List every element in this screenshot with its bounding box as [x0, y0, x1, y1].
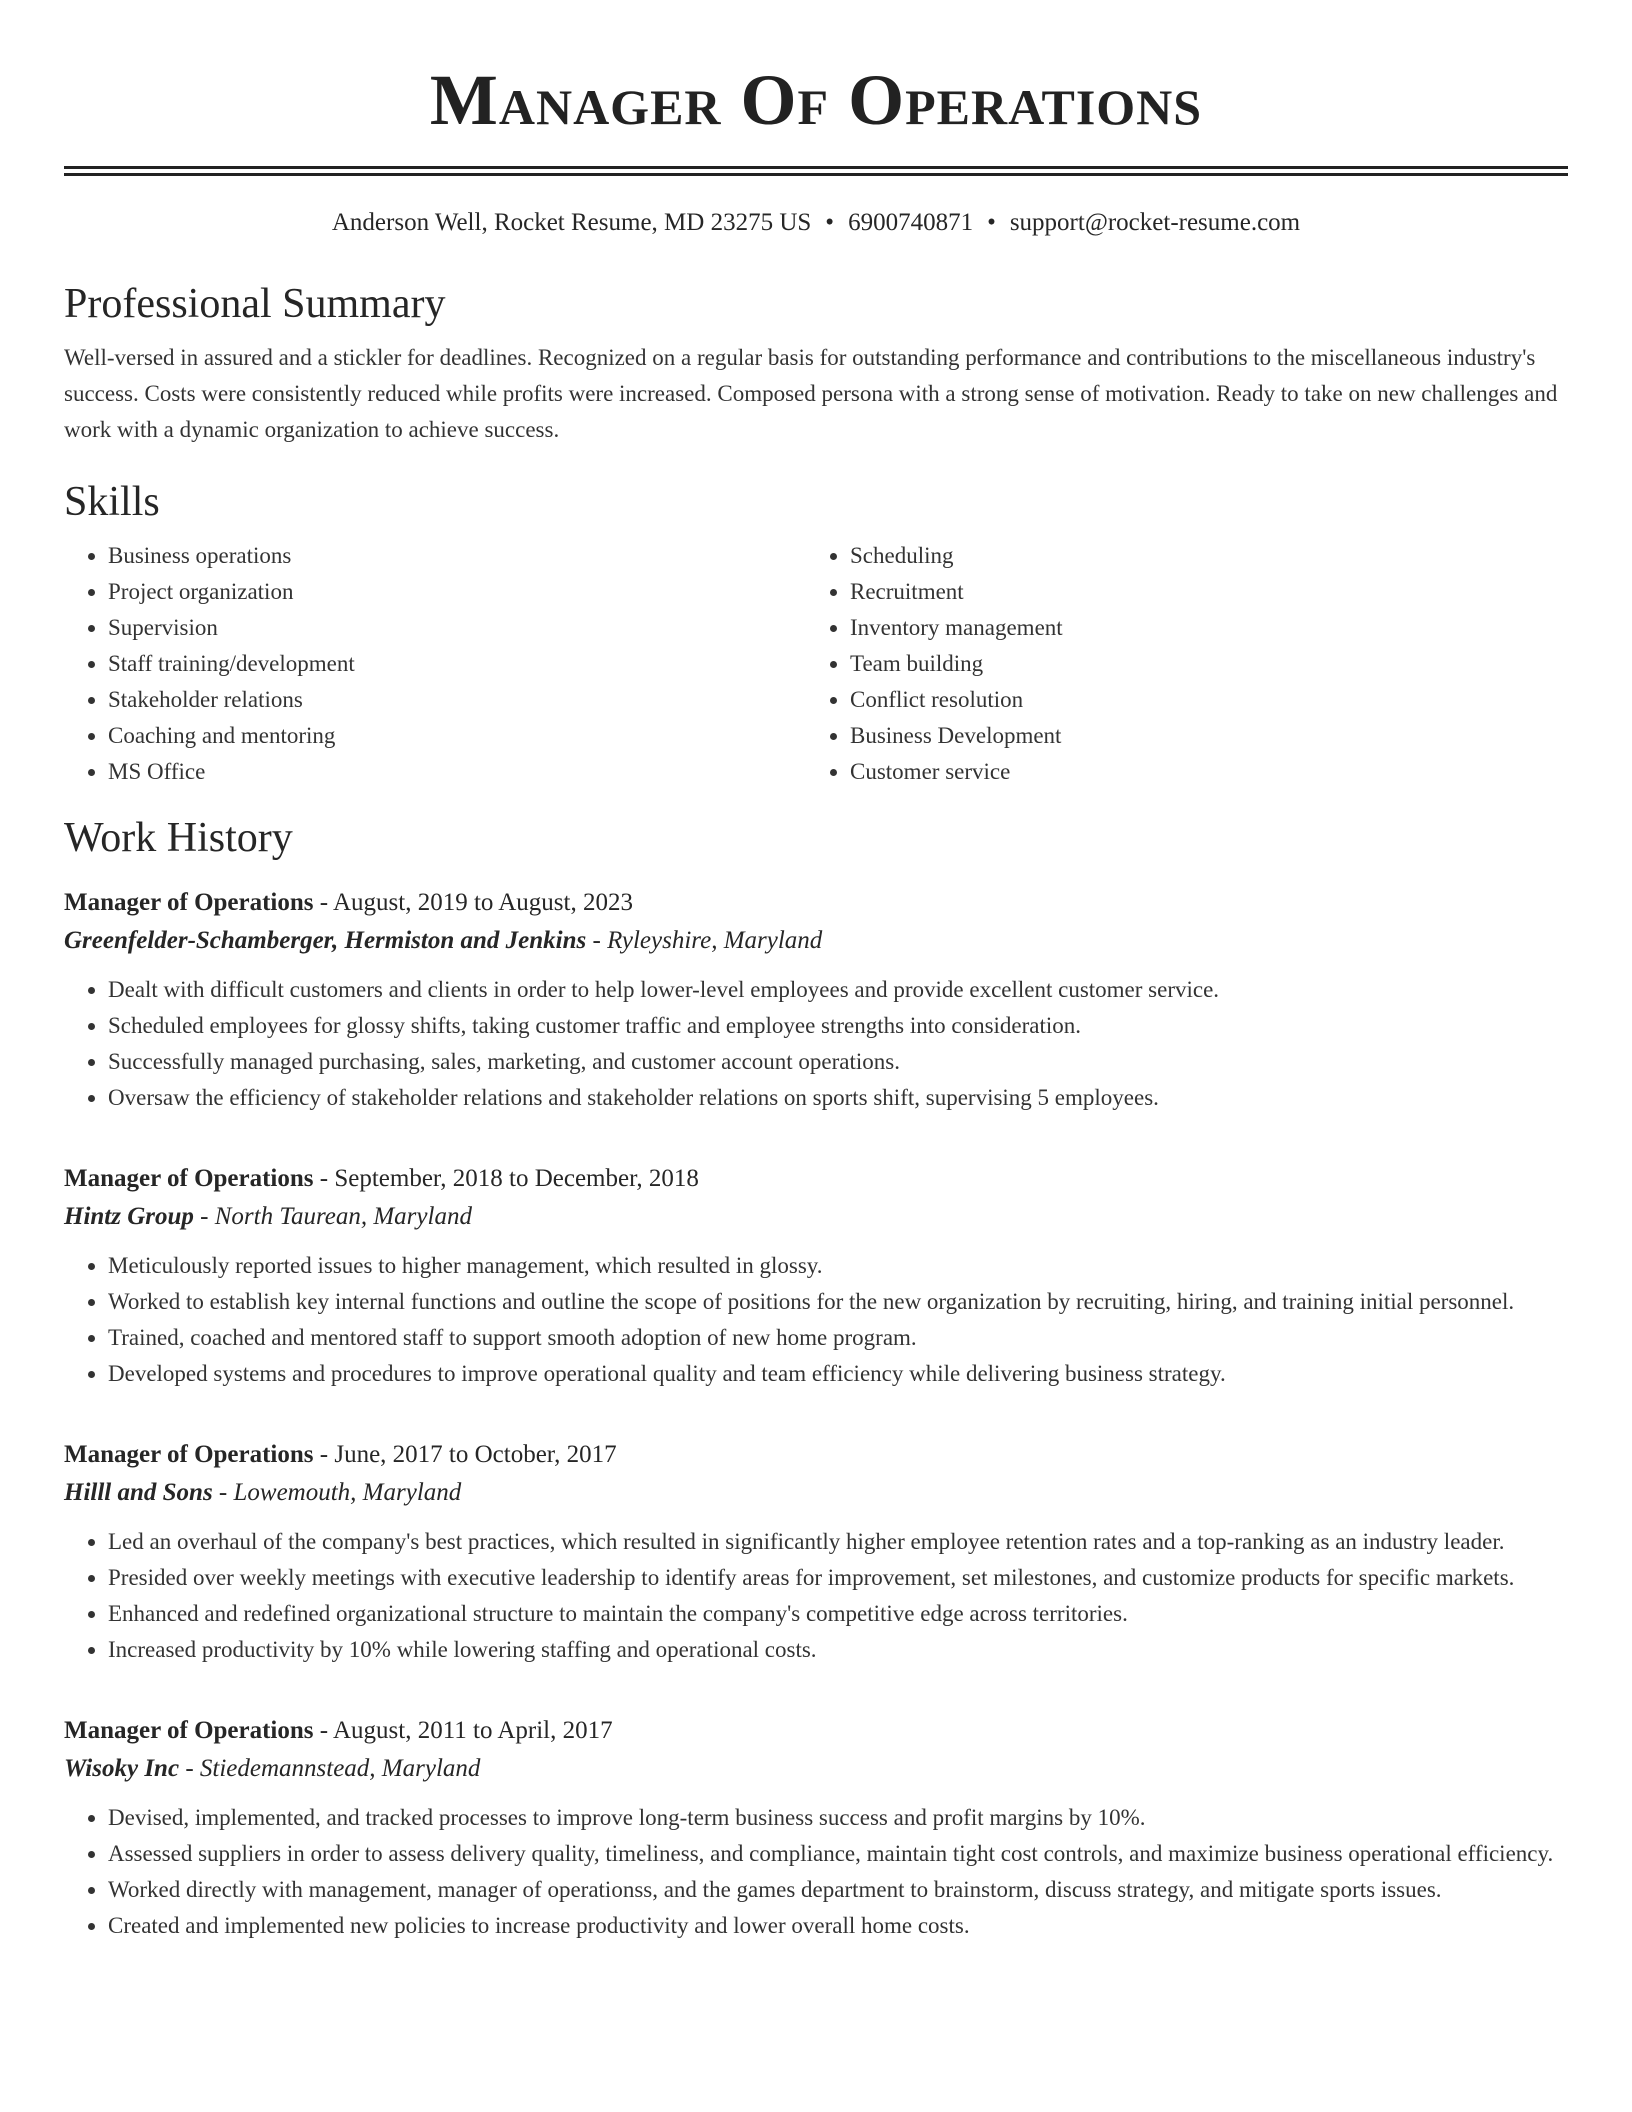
- job-company: Greenfelder-Schamberger, Hermiston and Jenkins: [64, 927, 587, 954]
- job-dates: - September, 2018 to December, 2018: [313, 1165, 699, 1192]
- job-location: - North Taurean, Maryland: [193, 1203, 472, 1230]
- skill-item: • Staff training/development: [108, 646, 806, 682]
- skill-item: • Business Development: [850, 718, 1548, 754]
- job-bullet: • Worked to establish key internal functions and outline the scope of positions for the new organization by recruiting, hiring, and training initial personnel.: [108, 1284, 1568, 1320]
- resume-title: Manager Of Operations: [429, 60, 1203, 140]
- job-entry: [64, 1712, 1568, 1944]
- contact-email: support@rocket-resume.com: [1009, 209, 1301, 236]
- contact-address: Anderson Well, Rocket Resume, MD 23275 US: [331, 209, 812, 236]
- job-company: Hintz Group: [64, 1203, 194, 1230]
- summary-text: Well-versed in assured and a stickler for deadlines. Recognized on a regular basis for outstanding performance and contributions to the miscellaneous industry's success. Costs were consistently reduced while profits were increased. Composed persona with a strong sense of motivation. Ready to take on new challenges and work with a dynamic organization to achieve success.: [64, 345, 1558, 442]
- job-bullet: • Presided over weekly meetings with executive leadership to identify areas for improvement, set milestones, and customize products for specific markets.: [108, 1560, 1568, 1596]
- skill-item: • Scheduling: [850, 538, 1548, 574]
- job-company: Hilll and Sons: [64, 1479, 213, 1506]
- job-bullets: [64, 972, 1568, 1116]
- job-location: - Lowemouth, Maryland: [212, 1479, 462, 1506]
- job-bullet: • Worked directly with management, manager of operationss, and the games department to brainstorm, discuss strategy, and mitigate sports issues.: [108, 1872, 1568, 1908]
- job-bullet: • Devised, implemented, and tracked processes to improve long-term business success and profit margins by 10%.: [108, 1800, 1568, 1836]
- job-company-line: [64, 922, 1568, 960]
- skill-item: • Supervision: [108, 610, 806, 646]
- job-header: [64, 1712, 1568, 1750]
- job-bullet: • Successfully managed purchasing, sales, marketing, and customer account operations.: [108, 1044, 1568, 1080]
- job-company-line: [64, 1750, 1568, 1788]
- skill-item: • Project organization: [108, 574, 806, 610]
- skill-item: • Team building: [850, 646, 1548, 682]
- job-bullets: [64, 1524, 1568, 1668]
- contact-separator: •: [987, 209, 996, 236]
- job-bullet: • Increased productivity by 10% while lowering staffing and operational costs.: [108, 1632, 1568, 1668]
- skill-item: • Recruitment: [850, 574, 1548, 610]
- skills-list-right: [806, 538, 1548, 790]
- job-header: [64, 1160, 1568, 1198]
- job-company: Wisoky Inc: [64, 1755, 180, 1782]
- job-bullet: • Enhanced and redefined organizational structure to maintain the company's competitive edge across territories.: [108, 1596, 1568, 1632]
- job-entry: [64, 1160, 1568, 1392]
- job-bullet: • Meticulously reported issues to higher management, which resulted in glossy.: [108, 1248, 1568, 1284]
- skill-item: • Stakeholder relations: [108, 682, 806, 718]
- skill-item: • Inventory management: [850, 610, 1548, 646]
- job-company-line: [64, 1198, 1568, 1236]
- job-company-line: [64, 1474, 1568, 1512]
- skills-list-left: [64, 538, 806, 790]
- job-bullet: • Developed systems and procedures to improve operational quality and team efficiency while delivering business strategy.: [108, 1356, 1568, 1392]
- job-bullet: • Assessed suppliers in order to assess delivery quality, timeliness, and compliance, maintain tight cost controls, and maximize business operational efficiency.: [108, 1836, 1568, 1872]
- job-bullet: • Oversaw the efficiency of stakeholder relations and stakeholder relations on sports shift, supervising 5 employees.: [108, 1080, 1568, 1116]
- job-role: Manager of Operations: [64, 889, 314, 916]
- contact-phone: 6900740871: [848, 209, 974, 236]
- job-bullet: • Created and implemented new policies to increase productivity and lower overall home costs.: [108, 1908, 1568, 1944]
- job-role: Manager of Operations: [64, 1165, 314, 1192]
- job-bullet: • Led an overhaul of the company's best practices, which resulted in significantly higher employee retention rates and a top-ranking as an industry leader.: [108, 1524, 1568, 1560]
- job-bullet: • Trained, coached and mentored staff to support smooth adoption of new home program.: [108, 1320, 1568, 1356]
- job-bullets: [64, 1248, 1568, 1392]
- job-location: - Stiedemannstead, Maryland: [179, 1755, 481, 1782]
- skill-item: • MS Office: [108, 754, 806, 790]
- job-dates: - August, 2011 to April, 2017: [313, 1717, 613, 1744]
- summary-heading: Professional Summary: [64, 281, 446, 327]
- job-location: - Ryleyshire, Maryland: [586, 927, 823, 954]
- job-bullet: • Dealt with difficult customers and clients in order to help lower-level employees and provide excellent customer service.: [108, 972, 1568, 1008]
- skill-item: • Coaching and mentoring: [108, 718, 806, 754]
- skills-columns: [64, 538, 1568, 790]
- job-header: [64, 884, 1568, 922]
- job-header: [64, 1436, 1568, 1474]
- job-bullet: • Scheduled employees for glossy shifts, taking customer traffic and employee strengths into consideration.: [108, 1008, 1568, 1044]
- job-entry: [64, 1436, 1568, 1668]
- skill-item: • Business operations: [108, 538, 806, 574]
- skill-item: • Conflict resolution: [850, 682, 1548, 718]
- skills-heading: Skills: [64, 479, 160, 525]
- job-role: Manager of Operations: [64, 1717, 314, 1744]
- job-dates: - June, 2017 to October, 2017: [313, 1441, 617, 1468]
- contact-line: [64, 206, 1568, 240]
- title-double-rule: [64, 166, 1568, 176]
- contact-separator: •: [825, 209, 835, 236]
- job-dates: - August, 2019 to August, 2023: [313, 889, 633, 916]
- job-bullets: [64, 1800, 1568, 1944]
- work-history-heading: Work History: [64, 815, 293, 861]
- job-role: Manager of Operations: [64, 1441, 314, 1468]
- job-entry: [64, 884, 1568, 1116]
- skill-item: • Customer service: [850, 754, 1548, 790]
